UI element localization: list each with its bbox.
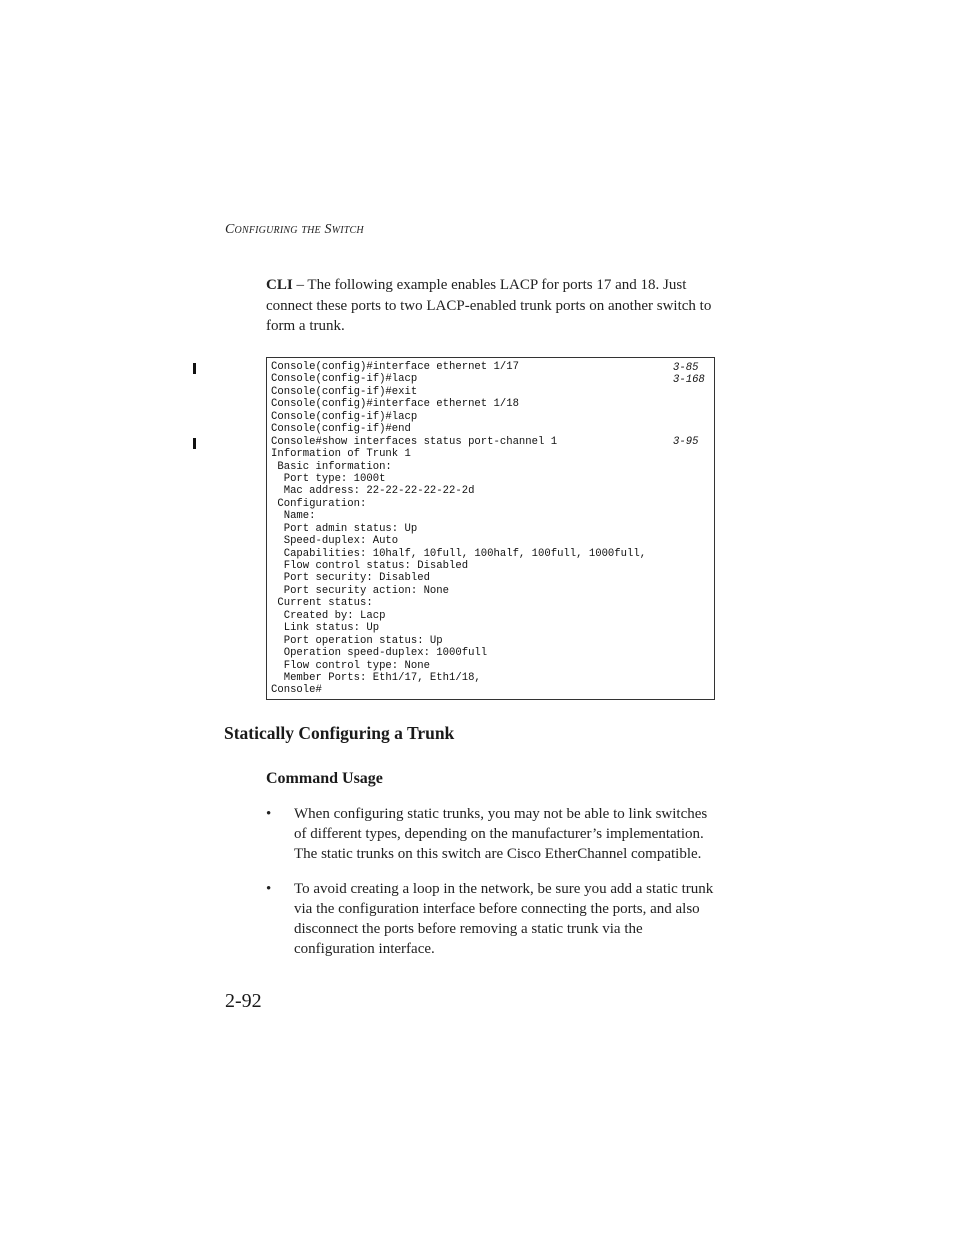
code-example-box (266, 357, 715, 700)
change-bar (193, 438, 196, 449)
bullet-icon: • (266, 880, 272, 897)
code-line: Operation speed-duplex: 1000full (271, 647, 488, 660)
change-bar (193, 363, 196, 374)
command-usage-heading: Command Usage (266, 770, 383, 787)
code-line: Member Ports: Eth1/17, Eth1/18, (271, 671, 481, 684)
code-line: Mac address: 22-22-22-22-22-2d (271, 485, 475, 498)
code-line: Port admin status: Up (271, 522, 418, 535)
cross-reference: 3-95 (673, 436, 699, 448)
code-line: Port type: 1000t (271, 472, 386, 485)
bullet-text: When configuring static trunks, you may not be able to link switches of different types, depending on the manufacturer’s implementation. The static trunks on this switch are Cisco EtherChannel compatible. (294, 806, 708, 863)
list-item (266, 879, 718, 960)
code-line: Console# (271, 684, 322, 697)
code-line: Port security: Disabled (271, 572, 430, 585)
code-line: Port security action: None (271, 584, 450, 597)
code-line: Console(config)#interface ethernet 1/17 (271, 361, 519, 373)
code-line: Created by: Lacp (271, 609, 386, 622)
code-line: Console(config-if)#lacp (271, 373, 418, 386)
code-line: Capabilities: 10half, 10full, 100half, 100full, 1000full, (271, 547, 647, 560)
intro-text: – The following example enables LACP for ports 17 and 18. Just connect these ports to two LACP-enabled trunk ports on another switch to form a trunk. (266, 277, 712, 334)
cli-label: CLI (266, 277, 293, 293)
list-item (266, 804, 718, 865)
bullet-list (266, 804, 718, 959)
code-line: Link status: Up (271, 622, 380, 635)
intro-paragraph (266, 275, 716, 337)
code-line: Flow control status: Disabled (271, 560, 469, 572)
code-line: Name: (271, 510, 316, 523)
code-line: Port operation status: Up (271, 634, 443, 647)
code-line: Speed-duplex: Auto (271, 535, 399, 548)
bullet-icon: • (266, 806, 272, 822)
page-number: 2-92 (225, 990, 262, 1012)
bullet-text: To avoid creating a loop in the network, be sure you add a static trunk via the configuration interface before connecting the ports, and also disconnect the ports before removing a static trunk via the configuration interface. (294, 880, 714, 958)
code-line: Console(config-if)#lacp (271, 410, 418, 423)
code-lines (271, 361, 646, 697)
section-heading: Statically Configuring a Trunk (224, 723, 455, 743)
code-line: Flow control type: None (271, 659, 430, 672)
code-line: Configuration: (271, 497, 367, 510)
code-line: Information of Trunk 1 (271, 448, 411, 461)
running-header: Configuring the Switch (225, 222, 364, 237)
cross-reference: 3-85 (673, 362, 699, 374)
code-line: Console(config)#interface ethernet 1/18 (271, 398, 519, 411)
code-line: Console(config-if)#exit (271, 385, 418, 398)
code-line: Current status: (271, 597, 373, 610)
cross-reference: 3-168 (673, 374, 705, 386)
code-line: Basic information: (271, 460, 392, 473)
code-line: Console(config-if)#end (271, 423, 411, 436)
code-line: Console#show interfaces status port-channel 1 (271, 435, 558, 448)
